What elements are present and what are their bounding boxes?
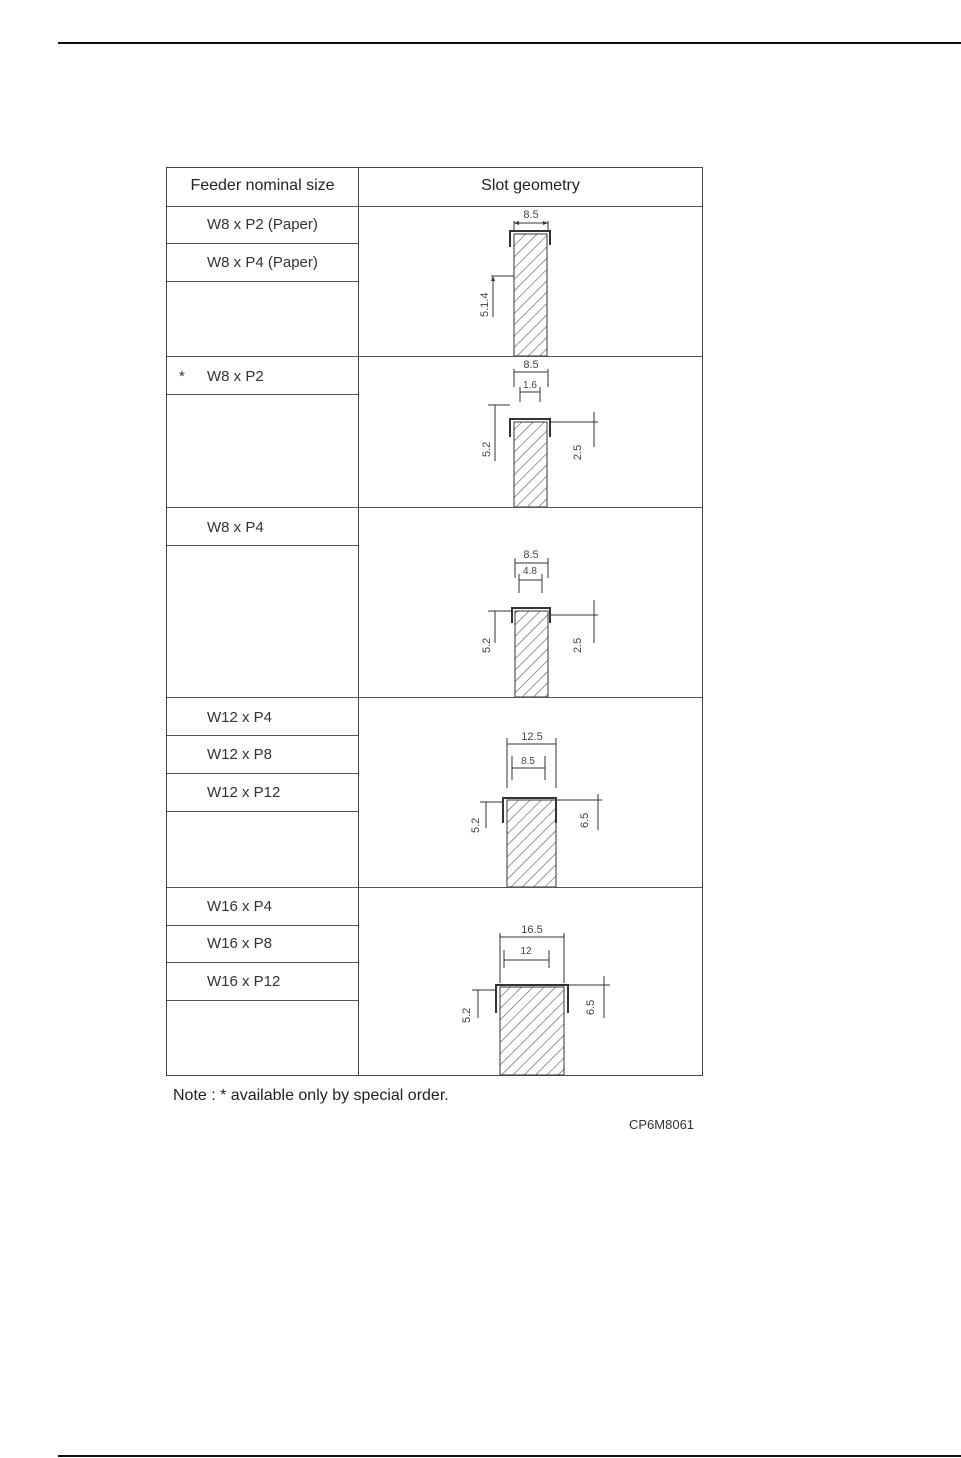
feeder-size-label: W8 x P2 (Paper) (207, 216, 318, 233)
row-divider (167, 545, 358, 546)
bottom-rule (58, 1455, 961, 1457)
header-slot-geometry: Slot geometry (481, 177, 580, 194)
feeder-size-label: W16 x P12 (207, 973, 281, 990)
special-order-note: Note : * available only by special order. (173, 1087, 449, 1104)
feeder-size-label: W12 x P8 (207, 746, 273, 763)
header-feeder-size: Feeder nominal size (190, 177, 335, 194)
feeder-size-label: W8 x P4 (Paper) (207, 254, 318, 271)
dim-width: 8.5 (523, 209, 539, 221)
row-divider (167, 735, 358, 736)
slot-diagram-w8-p2 (360, 357, 703, 507)
dim-step: 2.5 (572, 637, 584, 653)
column-divider (358, 168, 359, 1075)
dim-depth: 5.2 (481, 441, 493, 457)
dim-step: 2.5 (572, 444, 584, 460)
dim-step: 6.5 (585, 999, 597, 1015)
slot-geometry-table (166, 167, 703, 1076)
feeder-size-label: W12 x P4 (207, 709, 273, 726)
figure-code: CP6M8061 (629, 1117, 695, 1132)
dim-width: 8.5 (523, 549, 539, 561)
feeder-size-label: W8 x P2 (207, 368, 264, 385)
slot-diagram-w8-p4 (360, 508, 703, 697)
dim-depth: 5.2 (470, 817, 482, 833)
dim-inner: 12 (520, 946, 532, 957)
dim-depth: 5.2 (461, 1007, 473, 1023)
slot-diagram-w12 (360, 698, 703, 887)
dim-width: 16.5 (521, 924, 543, 936)
feeder-size-label: W8 x P4 (207, 519, 264, 536)
dim-depth: 5.1.4 (479, 292, 491, 317)
dim-inner: 8.5 (521, 756, 535, 767)
row-divider (167, 281, 358, 282)
row-divider (167, 1000, 358, 1001)
row-divider (167, 243, 358, 244)
feeder-size-label: W16 x P4 (207, 898, 273, 915)
row-divider (167, 394, 358, 395)
feeder-size-label: W16 x P8 (207, 935, 273, 952)
row-divider (167, 811, 358, 812)
row-divider (167, 925, 358, 926)
row-divider (167, 962, 358, 963)
slot-diagram-w16 (360, 888, 703, 1075)
dim-inner: 1.6 (523, 380, 537, 391)
row-divider (167, 773, 358, 774)
dim-width: 8.5 (523, 359, 539, 371)
dim-depth: 5.2 (481, 637, 493, 653)
dim-step: 6.5 (579, 812, 591, 828)
slot-diagram-paper (360, 207, 703, 356)
dim-width: 12.5 (521, 731, 543, 743)
top-rule (58, 42, 961, 44)
dim-inner: 4.8 (523, 566, 537, 577)
special-order-mark: * (179, 368, 185, 385)
feeder-size-label: W12 x P12 (207, 784, 281, 801)
